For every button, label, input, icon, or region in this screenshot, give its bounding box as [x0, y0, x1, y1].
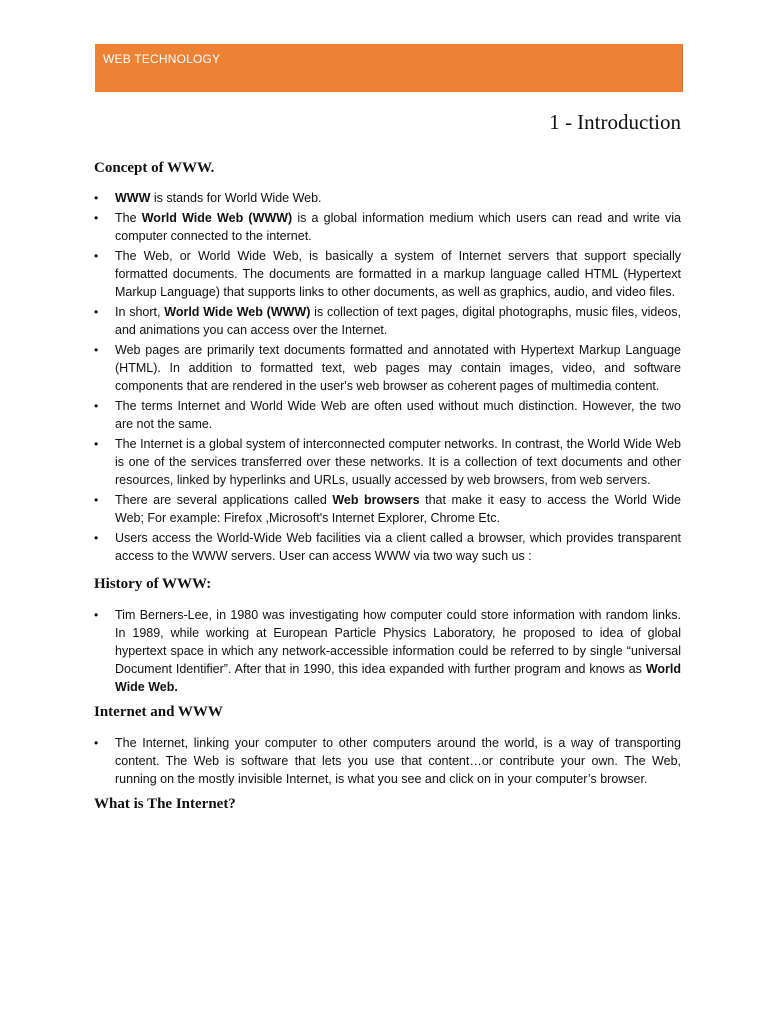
- bullet-item: [94, 491, 681, 527]
- text-run: that make it easy to access the World Wide Web; For example: Firefox ,Microsoft's Internet Explorer, Chrome Etc.: [115, 493, 681, 525]
- bullet-list: [94, 606, 681, 696]
- text-run: The Web, or World Wide Web, is basically a system of Internet servers that support specially formatted documents. The documents are formatted in a markup language called HTML (Hypertext Markup Language) that supports links to other documents, as well as graphics, audio, and video files.: [115, 249, 681, 299]
- text-run: The: [115, 211, 142, 225]
- bullet-item: [94, 189, 681, 207]
- text-run: There are several applications called: [115, 493, 333, 507]
- text-run: The Internet is a global system of interconnected computer networks. In contrast, the World Wide Web is one of the services transferred over these networks. It is a collection of text documents and other resources, linked by hyperlinks and URLs, usually accessed by web browsers, from web servers.: [115, 437, 681, 487]
- text-run: The terms Internet and World Wide Web are often used without much distinction. However, the two are not the same.: [115, 399, 681, 431]
- bullet-list: [94, 189, 681, 565]
- bold-text: WWW: [115, 191, 151, 205]
- text-run: is a global information medium which users can read and write via computer connected to the internet.: [115, 211, 681, 243]
- section-heading: What is The Internet?: [94, 796, 236, 812]
- bullet-item: [94, 529, 681, 565]
- header-band: [95, 44, 683, 92]
- bullet-item: [94, 341, 681, 395]
- bullet-item: [94, 435, 681, 489]
- text-run: is collection of text pages, digital photographs, music files, videos, and animations you can access over the Internet.: [115, 305, 681, 337]
- section-heading: Internet and WWW: [94, 704, 223, 720]
- header-label: WEB TECHNOLOGY: [103, 52, 221, 66]
- bullet-list: [94, 734, 681, 788]
- bold-text: World Wide Web (WWW): [141, 211, 293, 225]
- bullet-item: [94, 247, 681, 301]
- text-run: Web pages are primarily text documents formatted and annotated with Hypertext Markup Language (HTML). In addition to formatted text, web pages may contain images, video, and software components that are rendered in the user's web browser as coherent pages of multimedia content.: [115, 343, 681, 393]
- chapter-title: 1 - Introduction: [549, 110, 681, 134]
- bold-text: Web browsers: [332, 493, 420, 507]
- bold-text: World Wide Web.: [115, 662, 681, 694]
- bullet-item: [94, 209, 681, 245]
- text-run: is stands for World Wide Web.: [150, 191, 322, 205]
- document-content: [94, 160, 681, 813]
- bullet-item: [94, 606, 681, 696]
- text-run: In short,: [115, 305, 165, 319]
- text-run: Users access the World-Wide Web facilities via a client called a browser, which provides transparent access to the WWW servers. User can access WWW via two way such us :: [115, 531, 681, 563]
- bullet-item: [94, 303, 681, 339]
- text-run: The Internet, linking your computer to other computers around the world, is a way of transporting content. The Web is software that lets you use that content…or contribute your own. The Web, running on the mostly invisible Internet, is what you see and click on in your computer’s browser.: [115, 736, 681, 786]
- section-heading: History of WWW:: [94, 576, 212, 592]
- bullet-item: [94, 734, 681, 788]
- bold-text: World Wide Web (WWW): [164, 305, 311, 319]
- section-heading: Concept of WWW.: [94, 160, 215, 176]
- bullet-item: [94, 397, 681, 433]
- text-run: Tim Berners-Lee, in 1980 was investigating how computer could store information with random links. In 1989, while working at European Particle Physics Laboratory, he proposed to idea of global hypertext space in which any network-accessible information could be referred to by single “universal Document Identifier”. After that in 1990, this idea expanded with further program and knows as: [115, 608, 681, 676]
